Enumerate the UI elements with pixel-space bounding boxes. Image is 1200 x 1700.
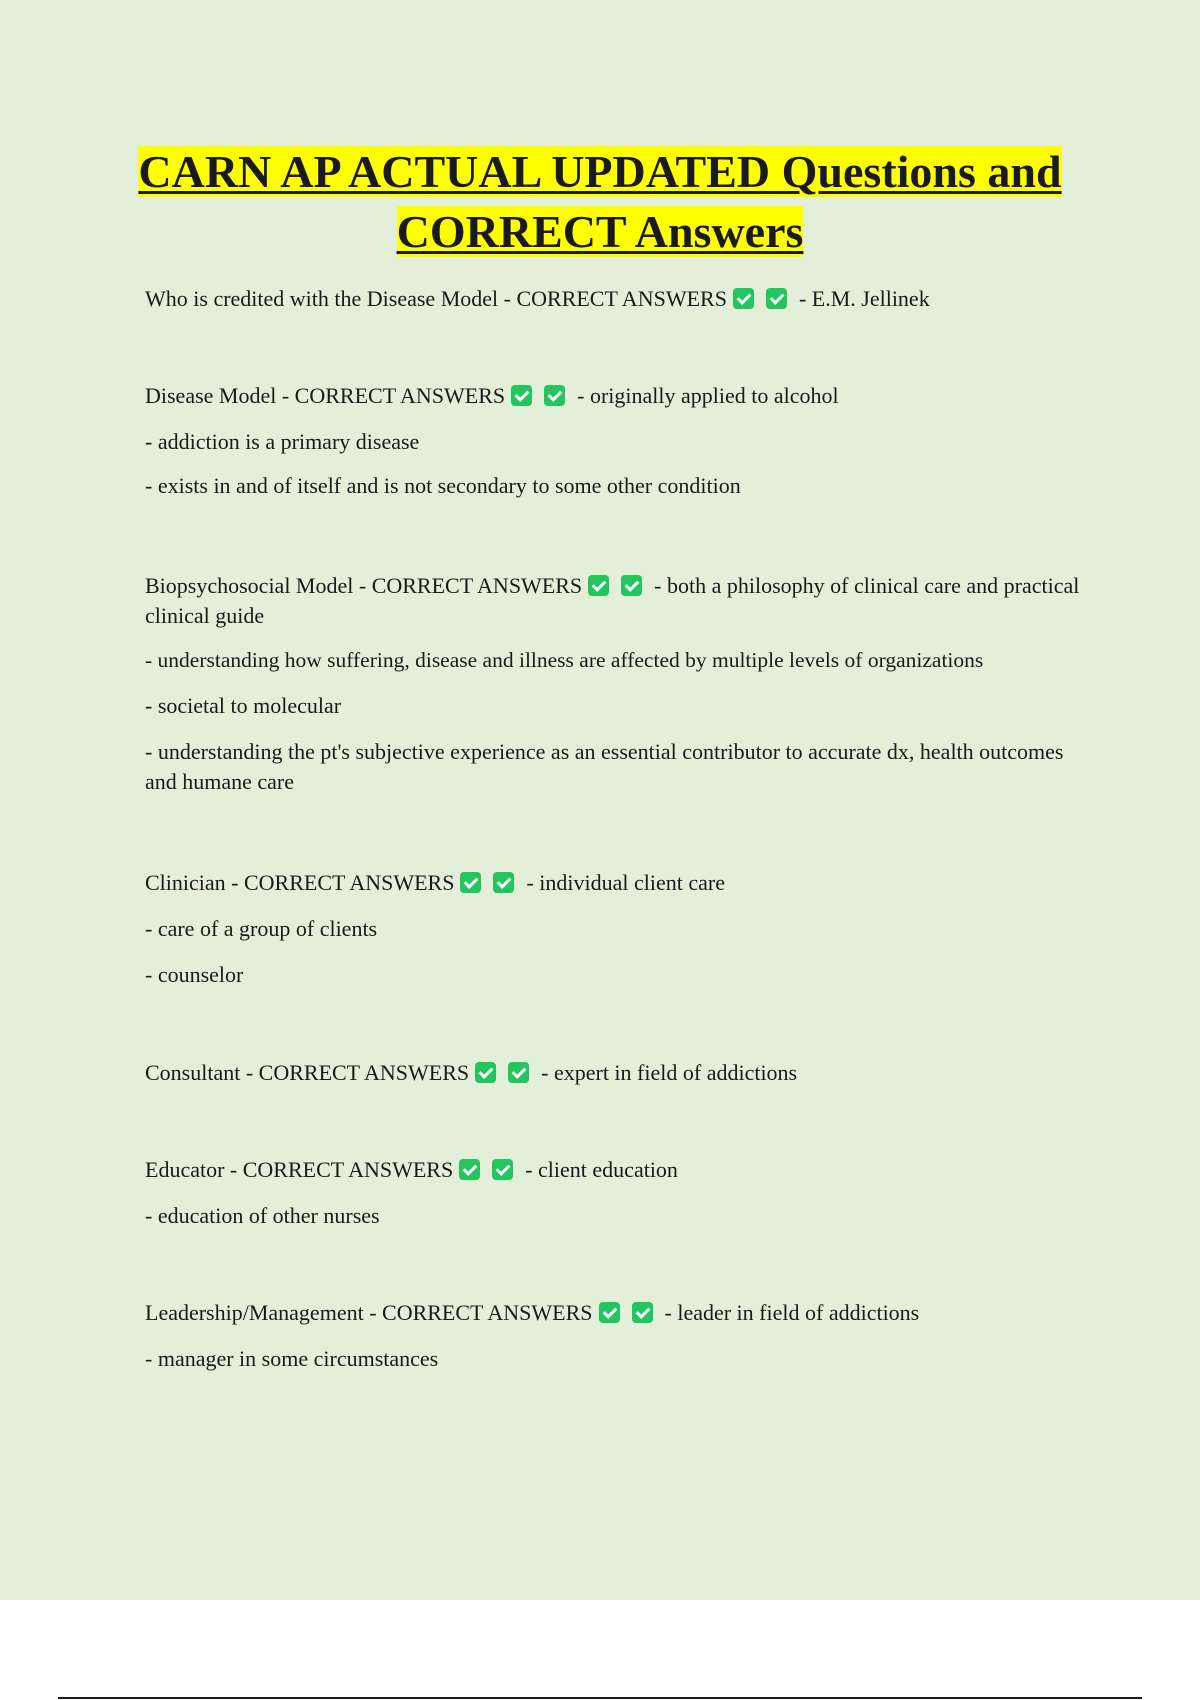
qa-entry xyxy=(145,868,1095,990)
qa-question-line xyxy=(145,1298,1095,1328)
check-icon xyxy=(459,1159,480,1180)
qa-question-line xyxy=(145,868,1095,898)
qa-question-line xyxy=(145,284,1095,314)
qa-detail: - counselor xyxy=(145,962,244,987)
qa-answer: - client education xyxy=(525,1157,678,1182)
qa-detail: - understanding how suffering, disease and illness are affected by multiple levels of organizations xyxy=(145,648,984,672)
qa-entry xyxy=(145,284,1095,314)
check-icon xyxy=(599,1302,620,1323)
qa-question-line xyxy=(145,571,1095,631)
qa-term: Who is credited with the Disease Model - CORRECT ANSWERS xyxy=(145,286,727,311)
qa-term: Disease Model - CORRECT ANSWERS xyxy=(145,383,506,408)
qa-detail: - care of a group of clients xyxy=(145,916,378,941)
qa-term: Consultant - CORRECT ANSWERS xyxy=(145,1060,470,1085)
qa-entry xyxy=(145,571,1095,797)
qa-term: Educator - CORRECT ANSWERS xyxy=(145,1157,454,1182)
check-icon xyxy=(475,1062,496,1083)
qa-question-line xyxy=(145,381,1095,411)
qa-answer: - individual client care xyxy=(526,870,725,895)
qa-detail: - societal to molecular xyxy=(145,693,342,718)
check-icon xyxy=(733,288,754,309)
qa-answer: - originally applied to alcohol xyxy=(577,383,839,408)
check-icon xyxy=(508,1062,529,1083)
check-icon xyxy=(621,575,642,596)
check-icon xyxy=(588,575,609,596)
qa-detail: - understanding the pt's subjective experience as an essential contributor to accurate dx, health outcomes and humane care xyxy=(145,739,1064,794)
check-icon xyxy=(460,872,481,893)
check-icon xyxy=(766,288,787,309)
qa-answer: - E.M. Jellinek xyxy=(798,286,930,311)
qa-answer: - both a philosophy of clinical care and practical clinical guide xyxy=(145,573,1080,628)
check-icon xyxy=(632,1302,653,1323)
qa-term: Leadership/Management - CORRECT ANSWERS xyxy=(145,1300,593,1325)
qa-question-line xyxy=(145,1155,1095,1185)
check-icon xyxy=(493,872,514,893)
qa-answer: - leader in field of addictions xyxy=(664,1300,920,1325)
check-icon xyxy=(544,385,565,406)
qa-term: Clinician - CORRECT ANSWERS xyxy=(145,870,455,895)
qa-question-line xyxy=(145,1058,1095,1088)
qa-detail: - education of other nurses xyxy=(145,1203,380,1228)
document-title xyxy=(100,142,1100,262)
qa-entry xyxy=(145,1298,1095,1374)
qa-entry xyxy=(145,381,1095,501)
qa-entry xyxy=(145,1155,1095,1231)
check-icon xyxy=(492,1159,513,1180)
footer-divider xyxy=(58,1697,1142,1699)
qa-detail: - exists in and of itself and is not secondary to some other condition xyxy=(145,473,741,498)
qa-detail: - addiction is a primary disease xyxy=(145,429,420,454)
document-title-text: CARN AP ACTUAL UPDATED Questions and CORRECT Answers xyxy=(138,146,1062,257)
qa-term: Biopsychosocial Model - CORRECT ANSWERS xyxy=(145,573,583,598)
qa-entry xyxy=(145,1058,1095,1088)
qa-answer: - expert in field of addictions xyxy=(541,1060,798,1085)
check-icon xyxy=(511,385,532,406)
qa-detail: - manager in some circumstances xyxy=(145,1346,439,1371)
